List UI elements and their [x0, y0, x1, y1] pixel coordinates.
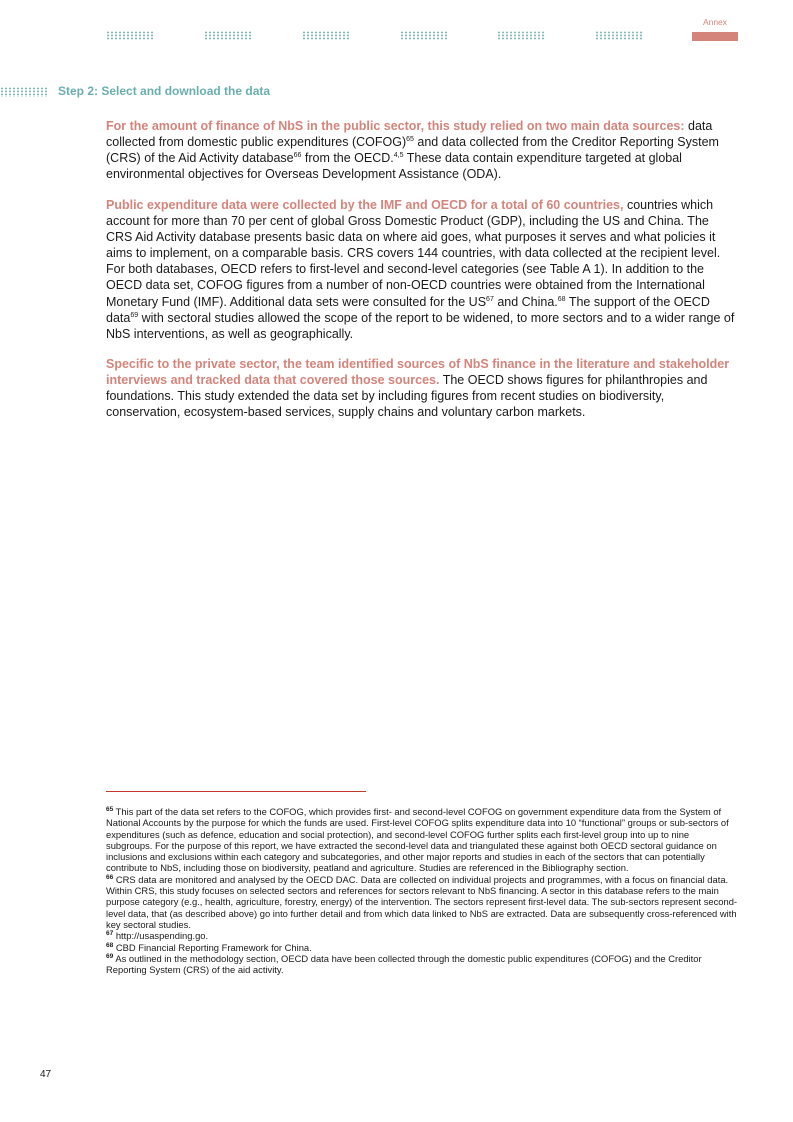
footnotes — [106, 806, 738, 975]
paragraph-lead: Public expenditure data were collected by the IMF and OECD for a total of 60 countries, — [106, 198, 624, 212]
footnote-separator — [106, 791, 366, 792]
paragraph-text: data collected from domestic public expenditures (COFOG) — [106, 119, 713, 150]
paragraph-text: The OECD shows figures for philanthropies and foundations. This study extended the data set by including figures from recent studies on biodiversity, conservation, ecosystem-based services, supply chains and voluntary carbon markets. — [106, 373, 708, 420]
footnote-number: 67 — [106, 930, 114, 938]
footnote-number: 66 — [106, 873, 114, 881]
footnote-number: 65 — [106, 805, 114, 813]
footnote-69 — [106, 953, 738, 976]
header-tab-annex-bar — [692, 32, 738, 41]
footnote-68 — [106, 942, 738, 953]
header-tab-dots-3 — [302, 31, 350, 40]
step-heading — [58, 84, 270, 98]
paragraph-text: and China. — [493, 294, 558, 309]
footnote-ref: 65 — [406, 135, 414, 143]
header-tab-dots-6 — [595, 31, 643, 40]
header-tab-dots-5 — [497, 31, 545, 40]
paragraph-text: from the OECD. — [301, 151, 394, 166]
footnote-number: 69 — [106, 952, 114, 960]
step-label: Step 2: — [58, 84, 99, 98]
header-tab-dots-2 — [204, 31, 252, 40]
footnote-text: As outlined in the methodology section, OECD data have been collected through the domestic public expenditures (COFOG) and the Creditor Reporting System (CRS) of the aid activity. — [106, 952, 702, 976]
footnote-text: CBD Financial Reporting Framework for China. — [113, 941, 312, 953]
paragraph-lead: Specific to the private sector, the team identified sources of NbS finance in the literature and stakeholder interviews and tracked data that covered those sources. — [106, 357, 730, 388]
footnote-67 — [106, 930, 738, 941]
footnote-text: This part of the data set refers to the COFOG, which provides first- and second-level COFOG on government expenditure data from the System of National Accounts by the purpose for which the funds are used. First-level COFOG splits expenditure data into 10 “functional” groups or sub-sectors of expenditures (such as defence, education and social protection), and second-level COFOG further splits each first-level group into up to nine subgroups. For the purpose of this report, we have extracted the second-level data and triangulated these against both OECD sectoral guidance on inclusions and exclusions within each category and subcategories, and other major reports and studies in each of the sectors that can potentially contribute to NbS, including those on biodiversity, peatland and agriculture. Studies are referenced in the Bibliography section. — [106, 806, 729, 874]
citation-ref: 4,5 — [393, 152, 404, 160]
paragraph-lead: For the amount of finance of NbS in the public sector, this study relied on two main data sources: — [106, 119, 685, 133]
paragraph-text: countries which account for more than 70 per cent of global Gross Domestic Product (GDP), including the US and China. The CRS Aid Activity database presents basic data on where aid goes, what purposes it serves and what policies it aims to implement, on a comparable basis. CRS covers 144 countries, with data collected at the recipient level. For both databases, OECD refers to first-level and second-level categories (see Table A 1). In addition to the OECD data set, COFOG figures from a number of non-OECD countries were obtained from the International Monetary Fund (IMF). Additional data sets were consulted for the US — [106, 198, 721, 309]
paragraph-text: These data contain expenditure targeted at global environmental objectives for Overseas Development Assistance (ODA). — [106, 151, 682, 182]
paragraph-text: and data collected from the Creditor Reporting System (CRS) of the Aid Activity database — [106, 135, 719, 166]
footnote-number: 68 — [106, 941, 114, 949]
footnote-ref: 67 — [486, 295, 494, 303]
page-number: 47 — [40, 1069, 52, 1080]
step-heading-dots — [0, 87, 48, 97]
header-tab-annex-label: Annex — [702, 17, 728, 27]
footnote-ref: 66 — [293, 152, 302, 160]
footnote-ref: 69 — [130, 311, 139, 319]
header-tab-dots-1 — [106, 31, 154, 40]
paragraph-public-sector-sources — [106, 118, 736, 182]
step-title: Select and download the data — [101, 84, 271, 98]
paragraph-private-sector — [106, 356, 736, 420]
paragraph-public-expenditure — [106, 197, 736, 342]
paragraph-text: with sectoral studies allowed the scope of the report to be widened, to more sectors and to a wider range of NbS interventions, as well as geographically. — [106, 310, 735, 341]
paragraph-text: The support of the OECD data — [106, 294, 710, 325]
footnote-text: CRS data are monitored and analysed by the OECD DAC. Data are collected on individual projects and programmes, with a focus on financial data. Within CRS, this study focuses on selected sectors and references for sectors relevant to NbS financing. A sector in this database refers to the main purpose category (e.g., health, agriculture, forestry, energy) of the intervention. The sectors represent first-level data. The sub-sectors represent second-level data, that (as described above) go into further detail and from which data linked to NbS are extracted. Data are subsequently cross-referenced with key sectoral studies. — [106, 873, 738, 930]
footnote-66 — [106, 874, 738, 930]
header-tab-dots-4 — [400, 31, 448, 40]
footnote-65 — [106, 806, 738, 874]
footnote-ref: 68 — [557, 295, 566, 303]
footnote-link[interactable]: http://usaspending.go. — [113, 930, 209, 942]
